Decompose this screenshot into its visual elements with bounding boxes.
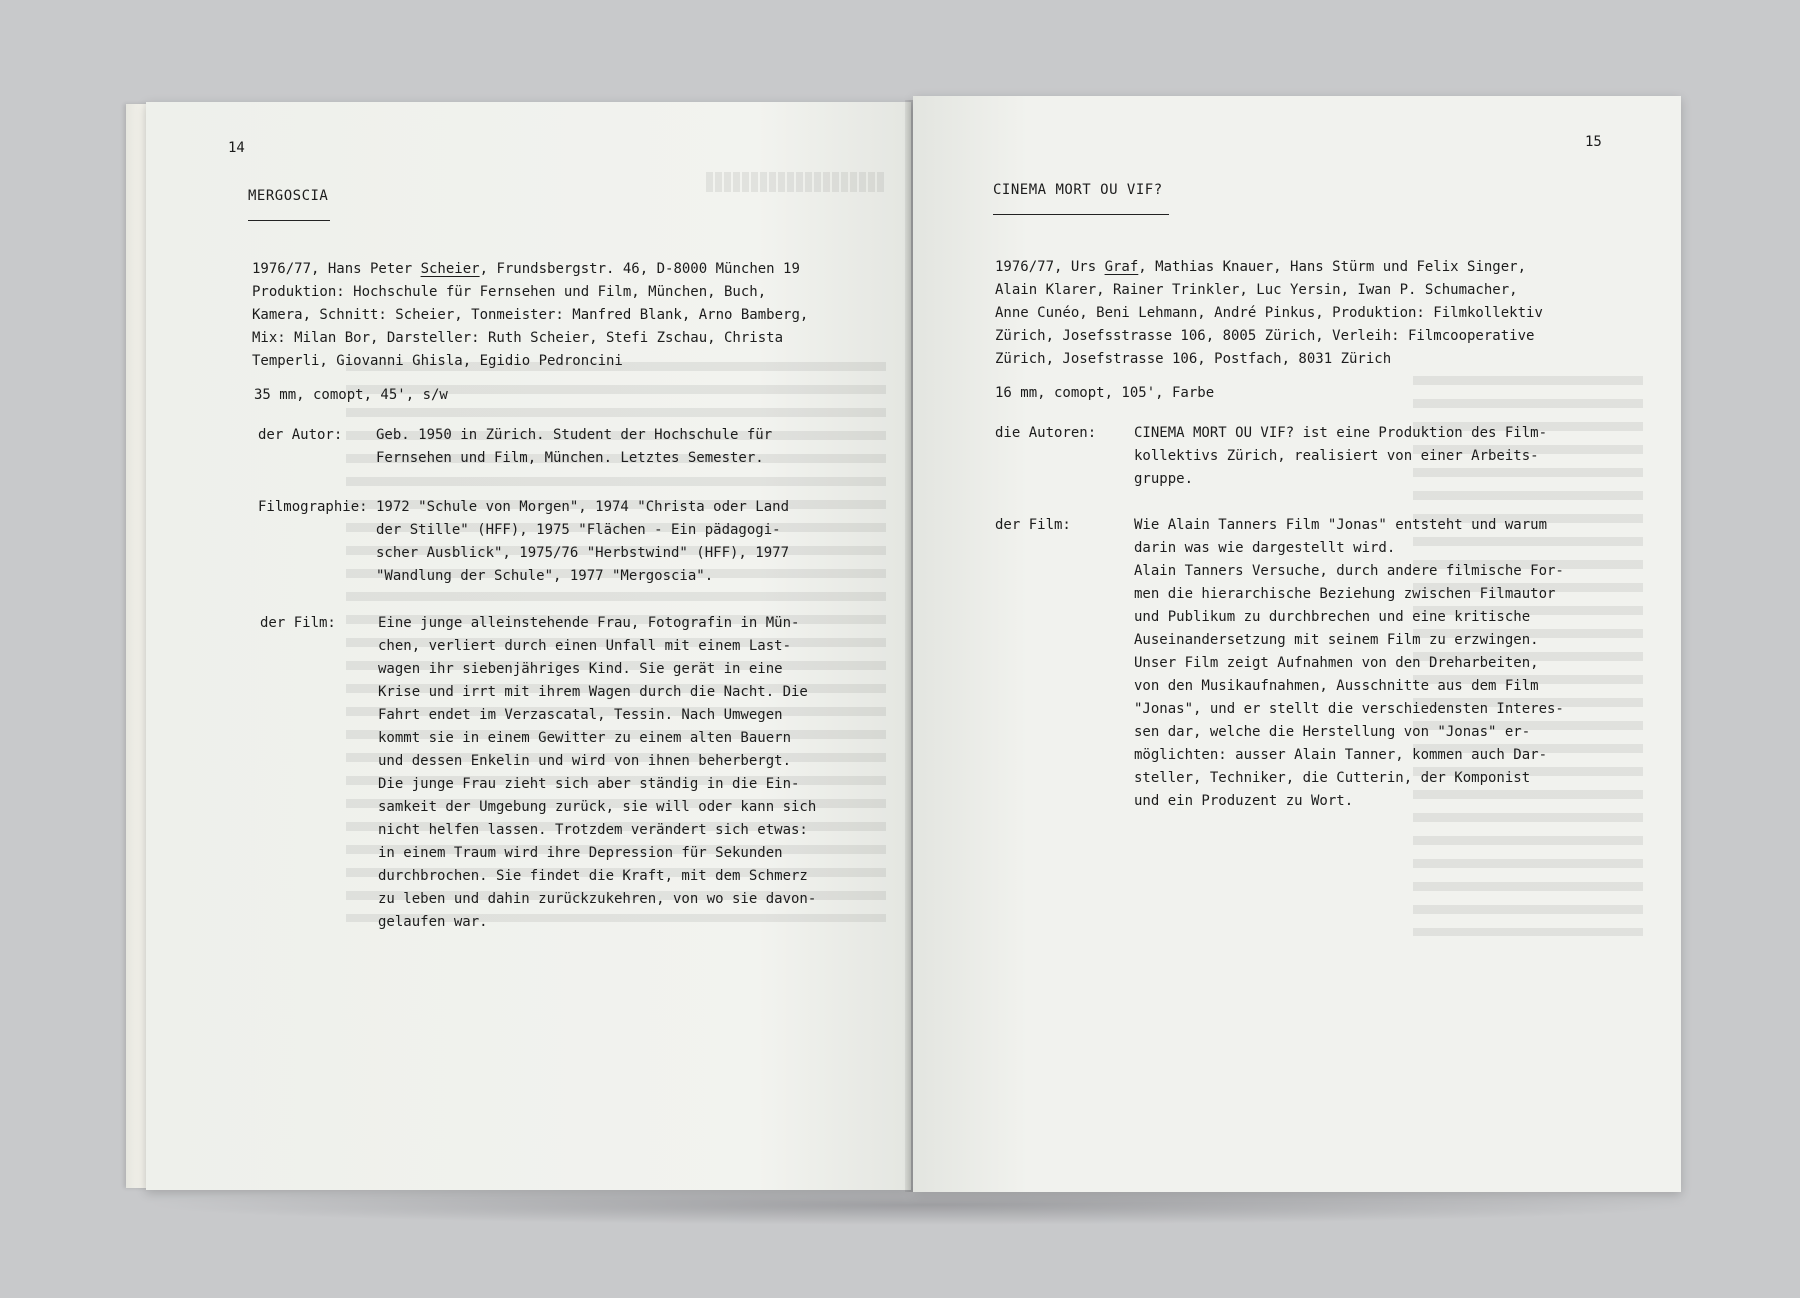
credits-suffix: , Frundsbergstr. 46, D-8000 München 19 (479, 261, 800, 277)
text-line: steller, Techniker, die Cutterin, der Komponist (1134, 770, 1531, 786)
text-line: gruppe. (1134, 471, 1194, 487)
text-line: und Publikum zu durchbrechen und eine kritische (1134, 609, 1531, 625)
text-line: kommt sie in einem Gewitter zu einem alten Bauern (378, 730, 792, 746)
authors-label: die Autoren: (995, 425, 1097, 441)
left-page (146, 102, 911, 1190)
text-line: Wie Alain Tanners Film "Jonas" entsteht und warum (1134, 517, 1548, 533)
text-line: durchbrochen. Sie findet die Kraft, mit dem Schmerz (378, 868, 808, 884)
credits-line: Anne Cunéo, Beni Lehmann, André Pinkus, Produktion: Filmkollektiv (995, 305, 1543, 321)
film-label: der Film: (995, 517, 1071, 533)
text-line: men die hierarchische Beziehung zwischen Filmautor (1134, 586, 1556, 602)
text-line: und dessen Enkelin und wird von ihnen beherbergt. (378, 753, 792, 769)
credits-prefix: 1976/77, Urs (995, 259, 1105, 275)
film-title: CINEMA MORT OU VIF? (993, 182, 1163, 198)
authors-text (1134, 422, 1547, 491)
credits-line: Produktion: Hochschule für Fernsehen und Film, München, Buch, (252, 284, 767, 300)
film-title: MERGOSCIA (248, 188, 329, 204)
credits-line (252, 258, 872, 281)
credits-line: Zürich, Josefsstrasse 106, 8005 Zürich, Verleih: Filmcooperative (995, 328, 1535, 344)
film-description (1134, 514, 1564, 813)
technical-specs: 35 mm, comopt, 45', s/w (254, 387, 448, 403)
text-line: chen, verliert durch einen Unfall mit einem Last- (378, 638, 792, 654)
director-name: Graf (1104, 259, 1139, 275)
credits-line: Mix: Milan Bor, Darsteller: Ruth Scheier, Stefi Zschau, Christa (252, 330, 784, 346)
text-line: möglichten: ausser Alain Tanner, kommen auch Dar- (1134, 747, 1548, 763)
text-line: Unser Film zeigt Aufnahmen von den Dreharbeiten, (1134, 655, 1539, 671)
credits-line: Zürich, Josefstrasse 106, Postfach, 8031 Zürich (995, 351, 1392, 367)
credits-line: Temperli, Giovanni Ghisla, Egidio Pedroncini (252, 353, 623, 369)
filmography-label: Filmographie: (258, 499, 368, 515)
text-line: gelaufen war. (378, 914, 488, 930)
text-line: Alain Tanners Versuche, durch andere filmische For- (1134, 563, 1564, 579)
credits-line (995, 256, 1635, 279)
text-line: Fahrt endet im Verzascatal, Tessin. Nach Umwegen (378, 707, 783, 723)
text-line: scher Ausblick", 1975/76 "Herbstwind" (HFF), 1977 (376, 545, 790, 561)
film-description (378, 612, 816, 934)
title-underline (993, 214, 1169, 215)
credits-block (995, 256, 1635, 371)
text-line: darin was wie dargestellt wird. (1134, 540, 1396, 556)
right-page (913, 96, 1681, 1192)
text-line: "Jonas", und er stellt die verschiedensten Interes- (1134, 701, 1564, 717)
text-line: Eine junge alleinstehende Frau, Fotografin in Mün- (378, 615, 800, 631)
text-line: der Stille" (HFF), 1975 "Flächen - Ein pädagogi- (376, 522, 781, 538)
credits-line: Kamera, Schnitt: Scheier, Tonmeister: Manfred Blank, Arno Bamberg, (252, 307, 809, 323)
credits-line: Alain Klarer, Rainer Trinkler, Luc Yersin, Iwan P. Schumacher, (995, 282, 1518, 298)
text-line: Geb. 1950 in Zürich. Student der Hochschule für (376, 427, 773, 443)
page-number: 14 (228, 140, 245, 156)
text-line: Krise und irrt mit ihrem Wagen durch die Nacht. Die (378, 684, 808, 700)
text-line: sen dar, welche die Herstellung von "Jonas" er- (1134, 724, 1531, 740)
filmography-text (376, 496, 789, 588)
text-line: "Wandlung der Schule", 1977 "Mergoscia". (376, 568, 714, 584)
text-line: Die junge Frau zieht sich aber ständig in die Ein- (378, 776, 800, 792)
technical-specs: 16 mm, comopt, 105', Farbe (995, 385, 1215, 401)
text-line: Auseinandersetzung mit seinem Film zu erzwingen. (1134, 632, 1539, 648)
credits-suffix: , Mathias Knauer, Hans Stürm und Felix Singer, (1138, 259, 1527, 275)
author-label: der Autor: (258, 427, 343, 443)
text-line: in einem Traum wird ihre Depression für Sekunden (378, 845, 783, 861)
text-line: nicht helfen lassen. Trotzdem verändert sich etwas: (378, 822, 808, 838)
page-number: 15 (1585, 134, 1602, 150)
text-line: samkeit der Umgebung zurück, sie will oder kann sich (378, 799, 817, 815)
author-text (376, 424, 772, 470)
credits-prefix: 1976/77, Hans Peter (252, 261, 421, 277)
credits-block (252, 258, 872, 373)
text-line: CINEMA MORT OU VIF? ist eine Produktion des Film- (1134, 425, 1548, 441)
show-through-texture (706, 172, 886, 192)
text-line: zu leben und dahin zurückzukehren, von wo sie davon- (378, 891, 817, 907)
text-line: kollektivs Zürich, realisiert von einer Arbeits- (1134, 448, 1539, 464)
text-line: wagen ihr siebenjähriges Kind. Sie gerät in eine (378, 661, 783, 677)
title-underline (248, 220, 330, 221)
text-line: und ein Produzent zu Wort. (1134, 793, 1354, 809)
text-line: von den Musikaufnahmen, Ausschnitte aus dem Film (1134, 678, 1539, 694)
film-label: der Film: (260, 615, 336, 631)
text-line: 1972 "Schule von Morgen", 1974 "Christa oder Land (376, 499, 790, 515)
director-name: Scheier (420, 261, 480, 277)
text-line: Fernsehen und Film, München. Letztes Semester. (376, 450, 764, 466)
